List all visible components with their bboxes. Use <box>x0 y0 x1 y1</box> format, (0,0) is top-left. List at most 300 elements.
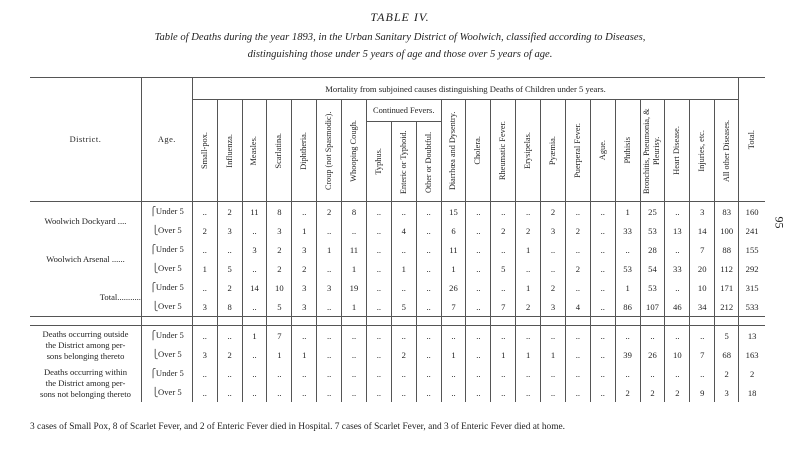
table-row <box>30 326 765 346</box>
age-label: Under 5 <box>155 282 184 292</box>
value-cell: 7 <box>441 297 466 317</box>
value-cell: .. <box>665 278 690 297</box>
age-label: Under 5 <box>155 206 184 216</box>
value-cell: .. <box>416 221 441 240</box>
value-cell: .. <box>366 259 391 278</box>
value-cell: .. <box>565 326 590 346</box>
value-cell: .. <box>292 364 317 383</box>
value-cell: .. <box>242 383 267 402</box>
value-cell: 2 <box>541 278 566 297</box>
value-cell: .. <box>192 278 217 297</box>
value-cell: 2 <box>615 383 640 402</box>
value-cell: 11 <box>342 240 367 259</box>
value-cell: .. <box>516 383 541 402</box>
value-cell: .. <box>466 259 491 278</box>
brace-mark: ⎩ <box>152 225 159 235</box>
value-cell: .. <box>192 383 217 402</box>
brace-mark: ⎩ <box>152 263 159 273</box>
value-cell: 2 <box>267 259 292 278</box>
value-cell: 1 <box>267 345 292 364</box>
district-label-line: Deaths occurring outside <box>42 328 129 339</box>
value-cell: 14 <box>690 221 715 240</box>
value-cell: .. <box>416 383 441 402</box>
value-cell: 53 <box>615 259 640 278</box>
value-cell: 3 <box>292 240 317 259</box>
value-cell: 10 <box>267 278 292 297</box>
age-cell <box>141 278 192 297</box>
value-cell: .. <box>590 326 615 346</box>
brace-mark: ⎧ <box>149 282 157 292</box>
value-cell: .. <box>342 345 367 364</box>
value-cell: .. <box>416 297 441 317</box>
value-cell: 1 <box>441 345 466 364</box>
value-cell: .. <box>516 326 541 346</box>
value-cell: 1 <box>292 345 317 364</box>
value-cell: .. <box>242 297 267 317</box>
value-cell: .. <box>192 202 217 222</box>
value-cell: .. <box>391 326 416 346</box>
age-label: Under 5 <box>155 244 184 254</box>
col-header-phthisis: Phthisis <box>615 100 640 202</box>
value-cell: .. <box>267 364 292 383</box>
district-header: District. <box>30 78 141 202</box>
value-cell: .. <box>441 364 466 383</box>
value-cell: .. <box>366 278 391 297</box>
value-cell: .. <box>590 259 615 278</box>
value-cell: 1 <box>516 278 541 297</box>
value-cell: .. <box>292 326 317 346</box>
value-cell: 2 <box>565 221 590 240</box>
value-cell: 3 <box>690 202 715 222</box>
value-cell: 34 <box>690 297 715 317</box>
value-cell: .. <box>391 383 416 402</box>
age-label: Over 5 <box>158 263 182 273</box>
value-cell: 1 <box>317 240 342 259</box>
value-cell: .. <box>217 383 242 402</box>
value-cell: 10 <box>690 278 715 297</box>
age-label: Over 5 <box>158 387 182 397</box>
value-cell: 19 <box>342 278 367 297</box>
value-cell: .. <box>690 326 715 346</box>
value-cell: .. <box>416 278 441 297</box>
value-cell: 2 <box>516 297 541 317</box>
value-cell: .. <box>565 278 590 297</box>
value-cell: 20 <box>690 259 715 278</box>
value-cell: 86 <box>615 297 640 317</box>
value-cell: 25 <box>640 202 665 222</box>
age-cell <box>141 202 192 222</box>
table-row <box>30 364 765 383</box>
value-cell: 2 <box>640 383 665 402</box>
value-cell: .. <box>366 297 391 317</box>
value-cell: 163 <box>739 345 765 364</box>
col-header-croup: Croup (not Spasmodic). <box>317 100 342 202</box>
value-cell: 2 <box>192 221 217 240</box>
value-cell: 2 <box>491 221 516 240</box>
district-label-line: Deaths occurring within <box>43 366 127 377</box>
value-cell: .. <box>416 202 441 222</box>
value-cell: 9 <box>690 383 715 402</box>
value-cell: .. <box>690 364 715 383</box>
age-cell <box>141 240 192 259</box>
value-cell: .. <box>366 221 391 240</box>
value-cell: 83 <box>715 202 739 222</box>
value-cell: 1 <box>192 259 217 278</box>
value-cell: 4 <box>391 221 416 240</box>
value-cell: .. <box>640 326 665 346</box>
value-cell: 7 <box>267 326 292 346</box>
value-cell: 2 <box>715 364 739 383</box>
value-cell: .. <box>242 221 267 240</box>
age-label: Under 5 <box>155 330 184 340</box>
value-cell: 212 <box>715 297 739 317</box>
age-cell <box>141 297 192 317</box>
district-label <box>30 326 141 365</box>
value-cell: 11 <box>242 202 267 222</box>
value-cell: .. <box>391 278 416 297</box>
value-cell: .. <box>665 364 690 383</box>
value-cell: 3 <box>541 297 566 317</box>
value-cell: .. <box>491 278 516 297</box>
value-cell: .. <box>466 364 491 383</box>
value-cell: .. <box>366 202 391 222</box>
value-cell: 2 <box>739 364 765 383</box>
col-header-heart-disease: Heart Disease. <box>665 100 690 202</box>
value-cell: 54 <box>640 259 665 278</box>
age-label: Over 5 <box>158 301 182 311</box>
col-header-pyaemia: Pyæmia. <box>541 100 566 202</box>
value-cell: .. <box>615 326 640 346</box>
value-cell: .. <box>366 326 391 346</box>
value-cell: 7 <box>491 297 516 317</box>
value-cell: .. <box>317 221 342 240</box>
value-cell: 3 <box>292 297 317 317</box>
value-cell: .. <box>466 345 491 364</box>
table-subtitle <box>90 29 710 63</box>
value-cell: 292 <box>739 259 765 278</box>
value-cell: 3 <box>192 345 217 364</box>
value-cell: .. <box>391 240 416 259</box>
brace-mark: ⎧ <box>149 368 157 378</box>
value-cell: .. <box>466 297 491 317</box>
col-header-ague: Ague. <box>590 100 615 202</box>
value-cell: .. <box>441 383 466 402</box>
value-cell: .. <box>366 240 391 259</box>
value-cell: .. <box>342 221 367 240</box>
group-header: Mortality from subjoined causes distinguishing Deaths of Children under 5 years. <box>192 78 738 100</box>
age-label: Under 5 <box>155 368 184 378</box>
value-cell: 5 <box>491 259 516 278</box>
brace-mark: ⎩ <box>152 301 159 311</box>
value-cell: 2 <box>391 345 416 364</box>
value-cell: .. <box>491 202 516 222</box>
value-cell: 28 <box>640 240 665 259</box>
col-header-influenza: Influenza. <box>217 100 242 202</box>
value-cell: 171 <box>715 278 739 297</box>
value-cell: 53 <box>640 221 665 240</box>
value-cell: 1 <box>391 259 416 278</box>
value-cell: 8 <box>342 202 367 222</box>
value-cell: 33 <box>615 221 640 240</box>
value-cell: .. <box>416 345 441 364</box>
value-cell: 5 <box>267 297 292 317</box>
value-cell: .. <box>590 345 615 364</box>
col-header-rheumatic-fever: Rheumatic Fever. <box>491 100 516 202</box>
value-cell: 107 <box>640 297 665 317</box>
value-cell: .. <box>541 259 566 278</box>
value-cell: .. <box>366 345 391 364</box>
table-row <box>30 278 765 297</box>
value-cell: 2 <box>267 240 292 259</box>
value-cell: .. <box>590 364 615 383</box>
district-label-line: the District among per- <box>45 377 126 388</box>
value-cell: 68 <box>715 345 739 364</box>
value-cell: .. <box>317 364 342 383</box>
age-cell <box>141 221 192 240</box>
value-cell: 1 <box>516 240 541 259</box>
age-cell <box>141 326 192 346</box>
col-header-bronchitis: Bronchitis, Pneumonia, & Pleurisy. <box>640 100 665 202</box>
district-label: Woolwich Dockyard .... <box>44 215 127 226</box>
value-cell: .. <box>466 240 491 259</box>
value-cell: .. <box>491 326 516 346</box>
value-cell: .. <box>466 221 491 240</box>
value-cell: 13 <box>739 326 765 346</box>
col-header-small-pox: Small-pox. <box>192 100 217 202</box>
value-cell: .. <box>665 240 690 259</box>
value-cell: .. <box>192 240 217 259</box>
value-cell: 7 <box>690 345 715 364</box>
age-cell <box>141 383 192 402</box>
value-cell: 2 <box>665 383 690 402</box>
age-label: Over 5 <box>158 349 182 359</box>
value-cell: .. <box>541 326 566 346</box>
value-cell: 8 <box>217 297 242 317</box>
value-cell: 241 <box>739 221 765 240</box>
col-header-enteric: Enteric or Typhoid. <box>391 122 416 202</box>
brace-mark: ⎩ <box>152 349 159 359</box>
value-cell: .. <box>590 383 615 402</box>
district-label <box>30 364 141 402</box>
value-cell: 53 <box>640 278 665 297</box>
value-cell: 2 <box>516 221 541 240</box>
value-cell: 1 <box>516 345 541 364</box>
value-cell: .. <box>242 259 267 278</box>
col-header-scarlatina: Scarlatina. <box>267 100 292 202</box>
table-row <box>30 240 765 259</box>
col-header-all-other: All other Diseases. <box>715 100 739 202</box>
district-label: Total........... <box>99 291 141 302</box>
value-cell: .. <box>267 383 292 402</box>
value-cell: .. <box>317 259 342 278</box>
value-cell: 155 <box>739 240 765 259</box>
value-cell: .. <box>565 383 590 402</box>
value-cell: 4 <box>565 297 590 317</box>
value-cell: .. <box>466 278 491 297</box>
value-cell: 15 <box>441 202 466 222</box>
page-number: 95 <box>772 216 787 229</box>
value-cell: 2 <box>292 259 317 278</box>
value-cell: 33 <box>665 259 690 278</box>
value-cell: .. <box>491 364 516 383</box>
value-cell: .. <box>391 202 416 222</box>
value-cell: .. <box>416 364 441 383</box>
value-cell: .. <box>391 364 416 383</box>
value-cell: .. <box>242 345 267 364</box>
value-cell: 1 <box>441 259 466 278</box>
value-cell: 1 <box>615 202 640 222</box>
value-cell: .. <box>317 383 342 402</box>
value-cell: .. <box>466 326 491 346</box>
value-cell: 2 <box>541 202 566 222</box>
table-title: TABLE IV. <box>370 10 430 24</box>
value-cell: .. <box>590 202 615 222</box>
brace-mark: ⎧ <box>149 206 157 216</box>
value-cell: .. <box>565 364 590 383</box>
value-cell: 10 <box>665 345 690 364</box>
value-cell: 7 <box>690 240 715 259</box>
subtitle-line-2: distinguishing those under 5 years of age and those over 5 years of age. <box>247 49 553 60</box>
value-cell: 3 <box>317 278 342 297</box>
value-cell: .. <box>366 383 391 402</box>
value-cell: .. <box>541 240 566 259</box>
col-header-diphtheria: Diphtheria. <box>292 100 317 202</box>
value-cell: .. <box>217 240 242 259</box>
value-cell: 3 <box>292 278 317 297</box>
value-cell: .. <box>665 202 690 222</box>
value-cell: 3 <box>541 221 566 240</box>
value-cell: 26 <box>640 345 665 364</box>
value-cell: 14 <box>242 278 267 297</box>
value-cell: .. <box>466 202 491 222</box>
value-cell: .. <box>342 364 367 383</box>
value-cell: 3 <box>242 240 267 259</box>
value-cell: .. <box>416 259 441 278</box>
value-cell: .. <box>541 364 566 383</box>
mortality-table <box>30 77 765 402</box>
age-label: Over 5 <box>158 225 182 235</box>
brace-mark: ⎧ <box>149 244 157 254</box>
value-cell: 112 <box>715 259 739 278</box>
value-cell: 11 <box>441 240 466 259</box>
footnote: 3 cases of Small Pox, 8 of Scarlet Fever, and 2 of Enteric Fever died in Hospital. 7 cases of Scarlet Fever, and 3 of Enteric Fever died at home. <box>30 422 566 432</box>
value-cell: 533 <box>739 297 765 317</box>
value-cell: 100 <box>715 221 739 240</box>
value-cell: .. <box>491 240 516 259</box>
col-header-diarrhoea: Diarrhœa and Dysentry. <box>441 100 466 202</box>
value-cell: 1 <box>292 221 317 240</box>
value-cell: 3 <box>192 297 217 317</box>
value-cell: .. <box>441 326 466 346</box>
section-separator <box>30 317 765 326</box>
value-cell: .. <box>416 326 441 346</box>
value-cell: .. <box>192 326 217 346</box>
value-cell: .. <box>416 240 441 259</box>
col-header-measles: Measles. <box>242 100 267 202</box>
value-cell: 2 <box>217 345 242 364</box>
value-cell: 3 <box>217 221 242 240</box>
brace-mark: ⎧ <box>149 330 157 340</box>
district-label-line: the District among per- <box>45 339 126 350</box>
value-cell: .. <box>590 221 615 240</box>
value-cell: 5 <box>217 259 242 278</box>
value-cell: .. <box>565 240 590 259</box>
value-cell: .. <box>242 364 267 383</box>
value-cell: 8 <box>267 202 292 222</box>
age-cell <box>141 345 192 364</box>
value-cell: .. <box>640 364 665 383</box>
value-cell: 1 <box>242 326 267 346</box>
value-cell: 13 <box>665 221 690 240</box>
col-header-other-doubtful: Other or Doubtful. <box>416 122 441 202</box>
value-cell: .. <box>615 364 640 383</box>
value-cell: .. <box>590 240 615 259</box>
brace-mark: ⎩ <box>152 387 159 397</box>
col-header-puerperal-fever: Puerperal Fever. <box>565 100 590 202</box>
value-cell: 26 <box>441 278 466 297</box>
col-header-erysipelas: Erysipelas. <box>516 100 541 202</box>
value-cell: .. <box>217 364 242 383</box>
value-cell: 6 <box>441 221 466 240</box>
value-cell: 160 <box>739 202 765 222</box>
value-cell: 1 <box>342 297 367 317</box>
value-cell: .. <box>292 383 317 402</box>
value-cell: .. <box>615 240 640 259</box>
col-header-injuries: Injuries, etc. <box>690 100 715 202</box>
value-cell: .. <box>565 345 590 364</box>
value-cell: .. <box>665 326 690 346</box>
value-cell: .. <box>541 383 566 402</box>
value-cell: 2 <box>317 202 342 222</box>
value-cell: .. <box>565 202 590 222</box>
value-cell: 46 <box>665 297 690 317</box>
table-row <box>30 202 765 222</box>
value-cell: 3 <box>267 221 292 240</box>
value-cell: 3 <box>715 383 739 402</box>
district-label-line: sons belonging thereto <box>46 350 125 361</box>
value-cell: .. <box>192 364 217 383</box>
value-cell: 1 <box>342 259 367 278</box>
value-cell: .. <box>466 383 491 402</box>
value-cell: .. <box>317 297 342 317</box>
district-label: Woolwich Arsenal ...... <box>46 253 125 264</box>
age-cell <box>141 259 192 278</box>
value-cell: 2 <box>217 202 242 222</box>
value-cell: .. <box>590 278 615 297</box>
age-header: Age. <box>141 78 192 202</box>
subtitle-line-1: Table of Deaths during the year 1893, in the Urban Sanitary District of Woolwich, classified according to Diseases, <box>154 32 646 43</box>
col-header-typhus: Typhus. <box>366 122 391 202</box>
value-cell: 1 <box>541 345 566 364</box>
value-cell: 315 <box>739 278 765 297</box>
value-cell: .. <box>516 202 541 222</box>
col-header-cholera: Cholera. <box>466 100 491 202</box>
value-cell: .. <box>217 326 242 346</box>
value-cell: 88 <box>715 240 739 259</box>
value-cell: .. <box>491 383 516 402</box>
value-cell: 1 <box>491 345 516 364</box>
value-cell: 5 <box>715 326 739 346</box>
value-cell: 5 <box>391 297 416 317</box>
age-cell <box>141 364 192 383</box>
value-cell: .. <box>366 364 391 383</box>
value-cell: .. <box>317 345 342 364</box>
value-cell: .. <box>516 364 541 383</box>
value-cell: .. <box>317 326 342 346</box>
district-label-line: sons not belonging thereto <box>39 388 131 399</box>
value-cell: .. <box>516 259 541 278</box>
value-cell: 1 <box>615 278 640 297</box>
